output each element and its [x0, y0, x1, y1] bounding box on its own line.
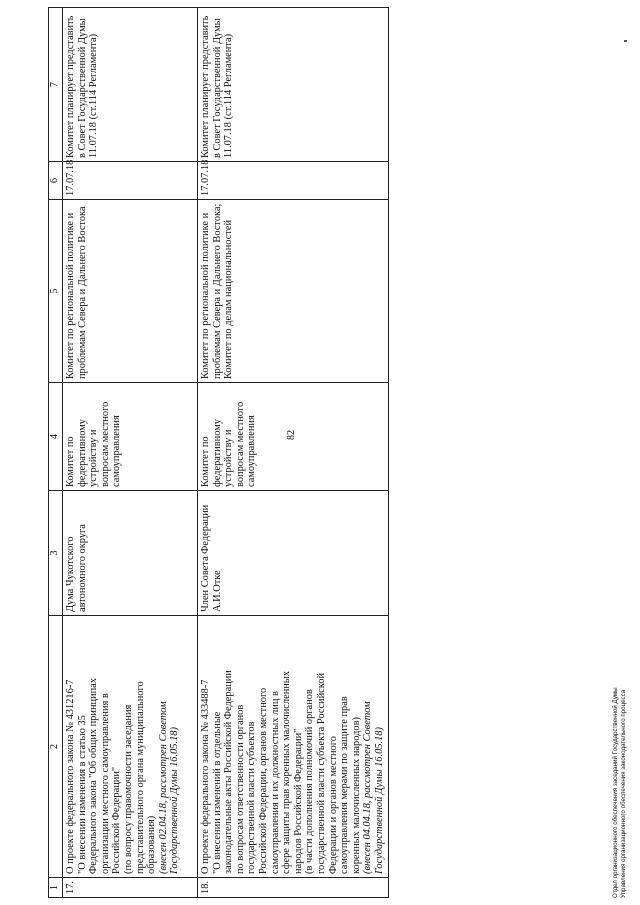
bill-title-line: О проекте федерального закона № 431216-7 — [65, 679, 76, 874]
responsible-committee-cell: Комитет по федеративному устройству и вопросам местного самоуправления — [63, 383, 198, 491]
table-row — [198, 8, 389, 898]
column-header-6: 6 — [49, 162, 63, 200]
date-cell: 17.07.18 — [63, 162, 198, 200]
co-executor-cell: Комитет по региональной политике и проблемам Севера и Дальнего Востока — [63, 200, 198, 383]
bill-title-cell — [63, 616, 198, 878]
bill-detail-line: (в части дополнения полномочий органов — [304, 689, 316, 874]
date-cell: 17.07.18 — [198, 162, 389, 200]
scan-mark — [624, 40, 627, 42]
bill-title-line: сфере защиты прав коренных малочисленных — [281, 671, 293, 874]
bill-note-line: Государственной Думы 16.05.18) — [169, 727, 181, 874]
initiator-cell: Член Совета Федерации А.И.Отке — [198, 491, 389, 616]
page-footer — [612, 478, 628, 898]
footer-line: Отдел организационного обеспечения заседаний Государственной Думы — [612, 687, 619, 898]
bill-detail-line: (по вопросу правомочности заседания — [122, 704, 134, 874]
bill-title-line: "О внесении изменений в отдельные — [211, 711, 223, 874]
responsible-committee-cell: Комитет по федеративному устройству и вопросам местного самоуправления — [198, 383, 389, 491]
row-number: 17. — [63, 878, 198, 898]
bill-title-line: по вопросам ответственности органов — [234, 704, 246, 874]
bill-title-line: народов Российской Федерации" — [292, 728, 304, 874]
comment-cell: Комитет планирует представить в Совет Государственной Думы 11.07.18 (ст.114 Регламента) — [198, 8, 389, 162]
column-number-row — [49, 8, 63, 898]
column-header-1: 1 — [49, 878, 63, 898]
bill-detail-line: Федерации и органов местного — [327, 736, 339, 874]
bill-title-line: "О внесении изменения в статью 35 — [76, 715, 88, 874]
page-number: 82 — [286, 430, 297, 440]
bill-note-line: (внесен 02.04.18, рассмотрен Советом — [157, 701, 169, 874]
comment-cell: Комитет планирует представить в Совет Государственной Думы 11.07.18 (ст.114 Регламента) — [63, 8, 198, 162]
bill-title-line: Российской Федерации" — [111, 766, 123, 874]
column-header-5: 5 — [49, 200, 63, 383]
footer-line: Управления организационного обеспечения законодательного процесса — [620, 689, 627, 898]
agenda-table — [48, 7, 389, 898]
bill-detail-line: представительного органа муниципального — [134, 681, 146, 874]
bill-detail-line: образования) — [146, 815, 158, 874]
bill-detail-line: самоуправления мерами по защите прав — [339, 696, 351, 874]
rotated-page-content — [48, 8, 385, 898]
bill-title-line: государственной власти субъектов — [246, 721, 258, 874]
row-number: 18. — [198, 878, 389, 898]
column-header-7: 7 — [49, 8, 63, 162]
table-row — [63, 8, 198, 898]
bill-title-line: О проекте федерального закона № 433488-7 — [200, 679, 211, 874]
bill-title-line: Российской Федерации, органов местного — [257, 687, 269, 874]
bill-note-line: (внесен 04.04.18, рассмотрен Советом — [362, 701, 374, 874]
bill-detail-line: государственной власти субъекта Российской — [315, 672, 327, 874]
bill-detail-line: коренных малочисленных народов) — [350, 717, 362, 874]
bill-title-cell — [198, 616, 389, 878]
bill-title-line: законодательные акты Российской Федерации — [223, 670, 235, 874]
bill-note-line: Государственной Думы 16.05.18) — [373, 727, 385, 874]
co-executor-cell: Комитет по региональной политике и проблемам Севера и Дальнего Востока; Комитет по делам национальностей — [198, 200, 389, 383]
column-header-2: 2 — [49, 616, 63, 878]
bill-title-line: Федерального закона "Об общих принципах — [88, 678, 100, 874]
column-header-3: 3 — [49, 491, 63, 616]
bill-title-line: самоуправления и их должностных лиц в — [269, 691, 281, 874]
initiator-cell: Дума Чукотского автономного округа — [63, 491, 198, 616]
column-header-4: 4 — [49, 383, 63, 491]
bill-title-line: организации местного самоуправления в — [99, 693, 111, 874]
